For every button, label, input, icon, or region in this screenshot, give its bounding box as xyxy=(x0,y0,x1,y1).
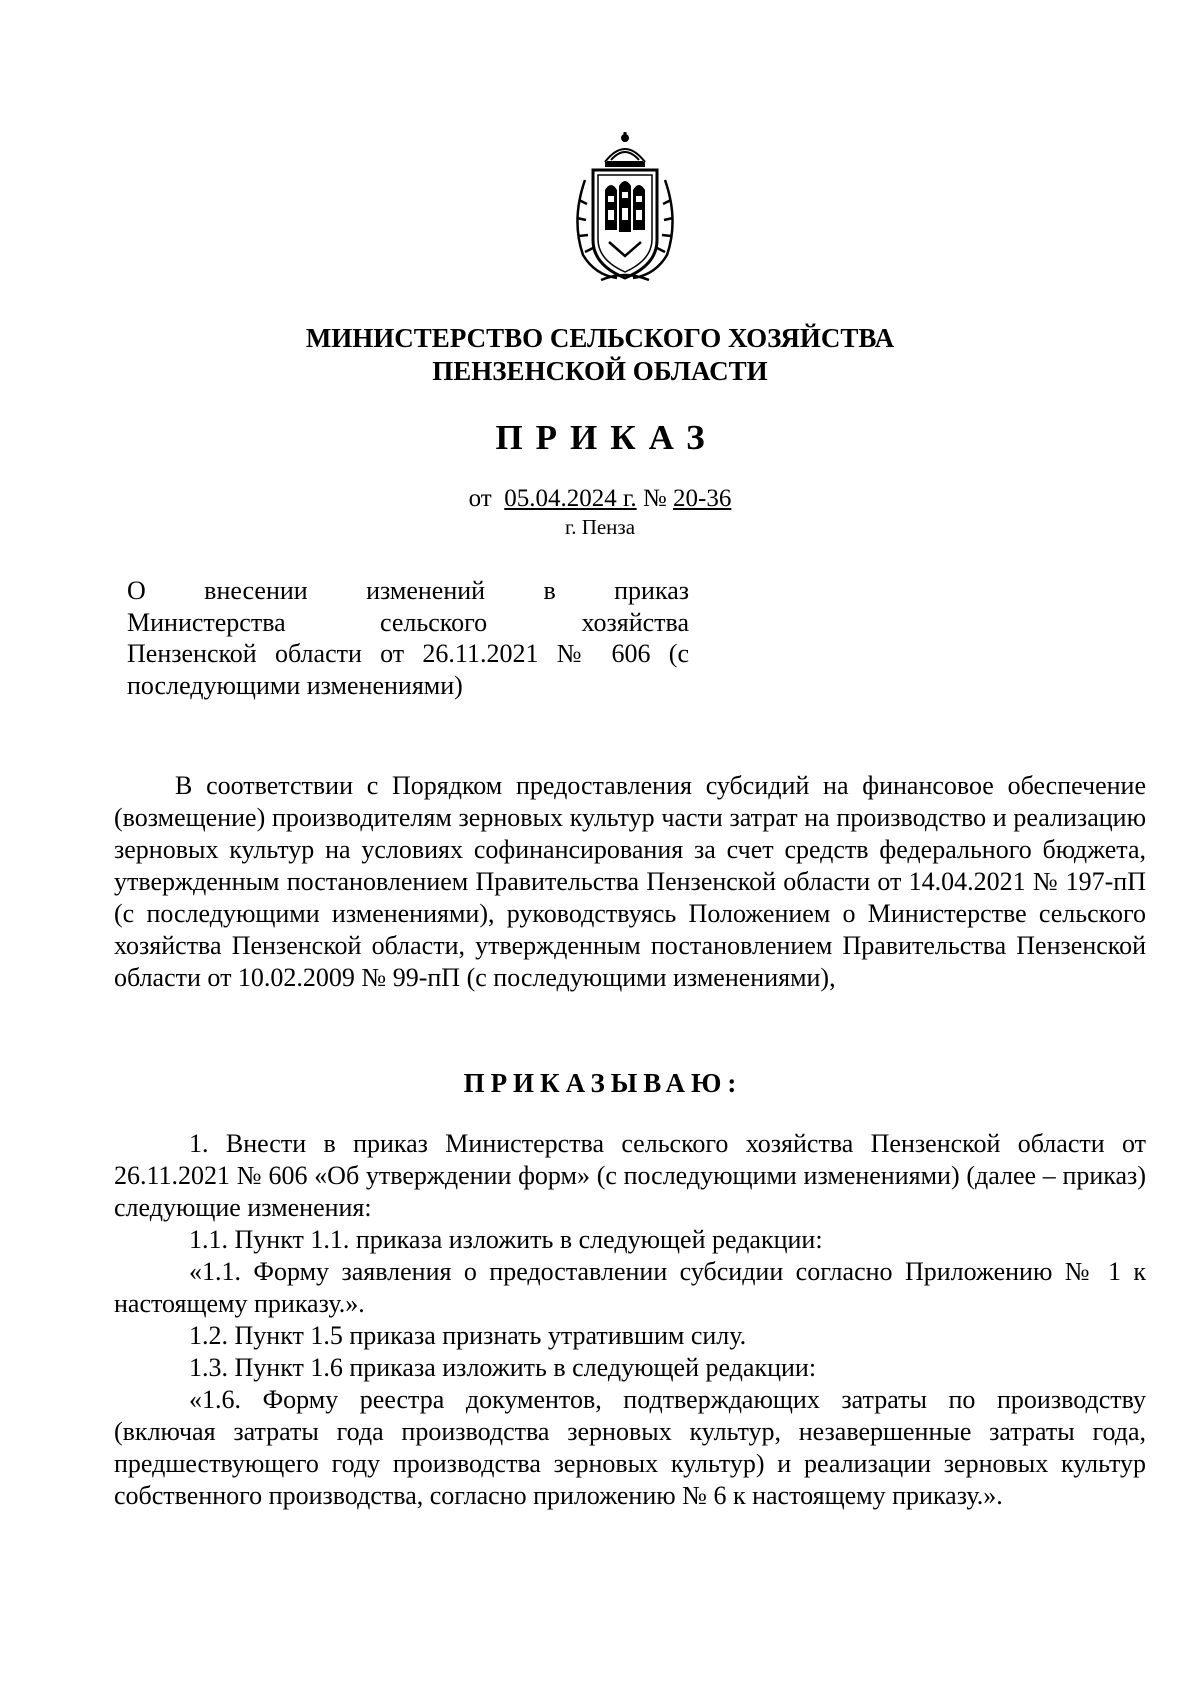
subject-line: последующими изменениями) xyxy=(127,670,463,700)
coat-of-arms-icon xyxy=(565,130,685,285)
document-date: 05.04.2024 г. xyxy=(504,485,637,512)
ministry-name-line1: МИНИСТЕРСТВО СЕЛЬСКОГО ХОЗЯЙСТВА xyxy=(305,323,895,353)
city: г. Пенза xyxy=(564,515,636,539)
document-subject xyxy=(127,575,689,701)
order-item: 1.3. Пункт 1.6 приказа изложить в следующей редакции: xyxy=(189,1353,817,1382)
order-item: «1.1. Форму заявления о предоставлении субсидии согласно Приложению № 1 к настоящему приказу.». xyxy=(114,1257,1146,1318)
order-item: «1.6. Форму реестра документов, подтверждающих затраты по производству (включая затраты года производства зерновых культур, незавершенные затраты года, предшествующего году производства зерновых культур) и реализации зерновых культур собственного производства, согласно приложению № 6 к настоящему приказу.». xyxy=(114,1385,1146,1510)
date-prefix: от xyxy=(468,485,492,512)
document-number: 20-36 xyxy=(673,485,732,512)
preamble-paragraph: В соответствии с Порядком предоставления субсидий на финансовое обеспечение (возмещение) производителям зерновых культур части затрат на производство и реализацию зерновых культур на условиях софинансирования за счет средств федерального бюджета, утвержденным постановлением Правительства Пензенской области от 14.04.2021 № 197-пП (с последующими изменениями), руководствуясь Положением о Министерстве сельского хозяйства Пензенской области, утвержденным постановлением Правительства Пензенской области от 10.02.2009 № 99-пП (с последующими изменениями), xyxy=(114,771,1146,992)
subject-line: О внесении изменений в приказ xyxy=(127,576,689,605)
date-number-line xyxy=(300,484,900,514)
order-heading: ПРИКАЗЫВАЮ: xyxy=(463,1068,743,1098)
preamble xyxy=(114,770,1146,994)
order-item: 1. Внести в приказ Министерства сельского хозяйства Пензенской области от 26.11.2021 № 606 «Об утверждении форм» (с последующими изменениями) (далее – приказ) следующие изменения: xyxy=(114,1129,1146,1222)
order-items xyxy=(114,1128,1146,1512)
ministry-name-line2: ПЕНЗЕНСКОЙ ОБЛАСТИ xyxy=(432,356,768,386)
number-sign: № xyxy=(642,485,667,512)
order-item: 1.2. Пункт 1.5 приказа признать утратившим силу. xyxy=(189,1321,747,1350)
subject-line: Пензенской области от 26.11.2021 № 606 (с xyxy=(127,639,689,668)
subject-line: Министерства сельского хозяйства xyxy=(127,607,689,637)
document-type-title: ПРИКАЗ xyxy=(495,418,718,457)
order-item: 1.1. Пункт 1.1. приказа изложить в следующей редакции: xyxy=(189,1225,823,1254)
